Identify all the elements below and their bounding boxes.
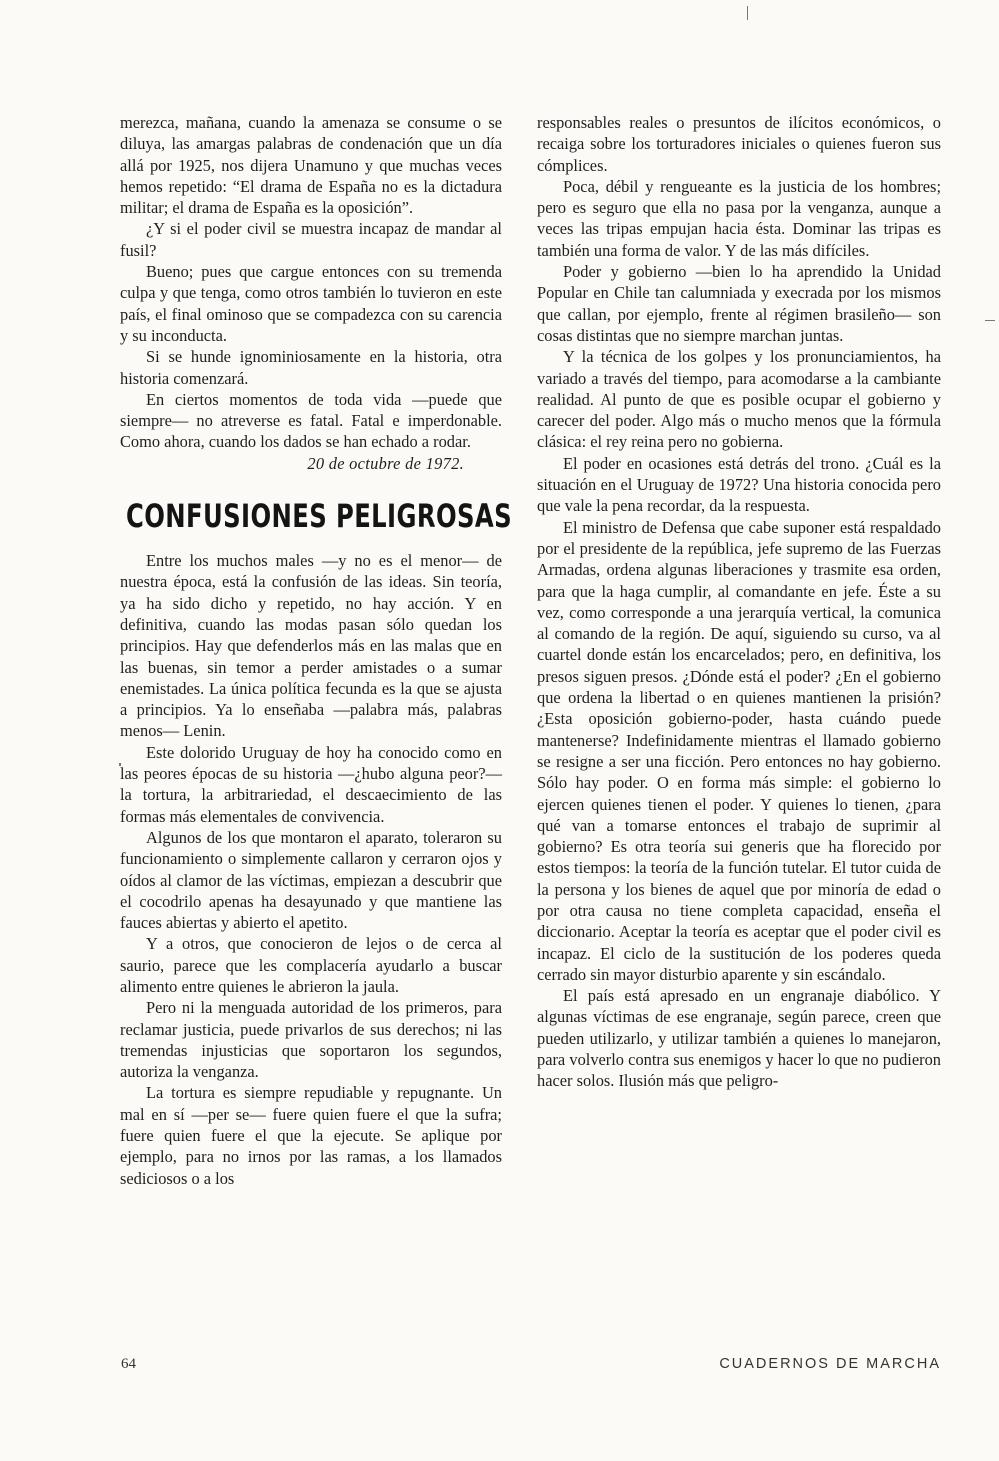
paragraph: Bueno; pues que cargue entonces con su tremenda culpa y que tenga, como otros también lo tuvieron en este país, el final ominoso que se compadezca con su carencia y su inconducta.: [120, 262, 502, 345]
paragraph: Entre los muchos males —y no es el menor— de nuestra época, está la confusión de las ideas. Sin teoría, ya ha sido dicho y repetido, no hay acción. Y en definitiva, cuando las modas pasan sólo quedan los principios. Hay que defenderlos más en las malas que en las buenas, sin temor a perder amistades o a sumar enemistades. La única política fecunda es la que se ajusta a principios. Ya lo enseñaba —palabra más, palabras menos— Lenin.: [120, 551, 502, 741]
paragraph: ¿Y si el poder civil se muestra incapaz de mandar al fusil?: [120, 219, 502, 260]
article-headline: CONFUSIONES PELIGROSAS: [126, 497, 512, 536]
paragraph: Poca, débil y rengueante es la justicia de los hombres; pero es seguro que ella no pasa por la venganza, aunque a veces las tripas empujan hacia ésta. Dominar las tripas es también una forma de valor. Y de las más difíciles.: [537, 176, 941, 260]
scan-mark-top: [747, 6, 748, 20]
paragraph: Algunos de los que montaron el aparato, toleraron su funcionamiento o simplemente callaron y cerraron ojos y oídos al clamor de las víctimas, empiezan a descubrir que el cocodrilo apenas ha desayunado y que mantiene las fauces abiertas y abierto el apetito.: [120, 827, 502, 933]
dateline: 20 de octubre de 1972.: [307, 453, 464, 473]
paragraph: Pero ni la menguada autoridad de los primeros, para reclamar justicia, puede privarlos de sus derechos; ni las tremendas injusticias que soportaron los segundos, autoriza la venganza.: [120, 998, 502, 1082]
paragraph: El ministro de Defensa que cabe suponer está respaldado por el presidente de la república, jefe supremo de las Fuerzas Armadas, ordena algunas liberaciones y trasmite esa orden, para que la haga cumplir, al comandante en jefe. Éste a su vez, como corresponde a una jerarquía vertical, la comunica al comando de la región. De aquí, siguiendo su curso, va al cuartel donde están los encarcelados; pero, en definitiva, los presos siguen presos. ¿Dónde está el poder? ¿En el gobierno que ordena la libertad o en quienes mantienen la prisión? ¿Esta oposición gobierno-poder, hasta cuándo puede mantenerse? Indefinidamente mientras el llamado gobierno se resigne a ser una ficción. Pero entonces no hay gobierno. Sólo hay poder. O en forma más simple: el gobierno lo ejercen quienes tienen el poder. Y quienes lo tienen, ¿para qué van a tomarse entonces el trabajo de suprimir al gobierno? Es otra teoría sui generis que ha florecido por estos tiempos: la teoría de la función tutelar. El tutor cuida de la persona y los bienes de aquel que por minoría de edad o por otra causa no tiene completa capacidad, enseña el diccionario. Aceptar la teoría es aceptar que el poder civil es incapaz. El ciclo de la sustitución de los poderes queda cerrado sin mayor disturbio aparente y sin escándalo.: [537, 517, 941, 984]
paragraph: La tortura es siempre repudiable y repugnante. Un mal en sí —per se— fuere quien fuere el que la sufra; fuere quien fuere el que la ejecute. Se aplique por ejemplo, para no irnos por las ramas, a los llamados sediciosos o a los: [120, 1083, 502, 1188]
paragraph: Si se hunde ignominiosamente en la historia, otra historia comenzará.: [120, 347, 502, 388]
paragraph: Este dolorido Uruguay de hoy ha conocido como en las peores épocas de su historia —¿hubo alguna peor?— la tortura, la arbitrariedad, el descaecimiento de las formas más elementales de convivencia.: [120, 742, 502, 826]
paragraph: Y la técnica de los golpes y los pronunciamientos, ha variado a través del tiempo, para acomodarse a la cambiante realidad. Al punto de que es posible ocupar el gobierno y carecer del poder. Algo más o mucho menos que la fórmula clásica: el rey reina pero no gobierna.: [537, 347, 941, 452]
paragraph: merezca, mañana, cuando la amenaza se consume o se diluya, las amargas palabras de condenación que un día allá por 1925, nos dijera Unamuno y que muchas veces hemos repetido: “El drama de España no es la dictadura militar; el drama de España es la oposición”.: [120, 113, 502, 218]
paragraph: responsables reales o presuntos de ilícitos económicos, o recaiga sobre los torturadores iniciales o quienes fueron sus cómplices.: [537, 113, 941, 175]
paragraph: En ciertos momentos de toda vida —puede que siempre— no atreverse es fatal. Fatal e imperdonable. Como ahora, cuando los dados se han echado a rodar.: [120, 389, 502, 452]
paragraph: El país está apresado en un engranaje diabólico. Y algunas víctimas de ese engranaje, según parece, creen que pueden utilizarlo, y utilizar también a quienes lo manejaron, para volverlo contra sus enemigos y hacer lo que no pudieron hacer solos. Ilusión más que peligro-: [537, 986, 941, 1091]
page-number: 64: [121, 1356, 136, 1372]
paragraph: Poder y gobierno —bien lo ha aprendido la Unidad Popular en Chile tan calumniada y execrada por los mismos que callan, por ejemplo, frente al régimen brasileño— son cosas distintas que no siempre marchan juntas.: [537, 262, 941, 345]
scan-mark-side: [985, 320, 995, 321]
paragraph: El poder en ocasiones está detrás del trono. ¿Cuál es la situación en el Uruguay de 1972? Una historia conocida pero que vale la pena recordar, da la respuesta.: [537, 453, 941, 516]
right-column: [537, 112, 941, 1092]
left-column: [120, 112, 512, 1189]
publication-name: CUADERNOS DE MARCHA: [719, 1356, 941, 1372]
paragraph: Y a otros, que conocieron de lejos o de cerca al saurio, parece que les complacería ayudarlo a buscar alimento entre quienes le abrieron la jaula.: [120, 934, 502, 996]
